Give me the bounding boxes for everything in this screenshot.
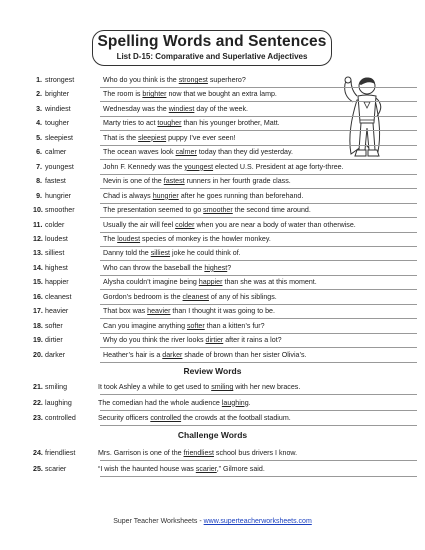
word-number: 25. xyxy=(33,464,43,473)
spelling-word: fastest xyxy=(45,177,66,186)
sentence-start: The comedian had the whole audience xyxy=(98,398,222,407)
word-row xyxy=(33,465,265,479)
underlined-word: controlled xyxy=(150,414,182,422)
sentence-start: Marty tries to act xyxy=(103,119,158,128)
writing-line xyxy=(100,260,417,261)
sentence xyxy=(103,336,282,344)
sentence xyxy=(103,163,344,171)
sentence-end: than a kitten’s fur? xyxy=(204,321,265,330)
underlined-word: sleepiest xyxy=(138,133,167,142)
word-number: 19. xyxy=(33,336,43,345)
writing-line xyxy=(100,304,417,305)
writing-line xyxy=(100,333,417,334)
writing-line xyxy=(100,275,417,276)
sentence-end: ? xyxy=(227,263,232,272)
sentence xyxy=(98,383,300,391)
spelling-word: softer xyxy=(45,321,63,330)
word-row xyxy=(33,249,241,263)
sentence xyxy=(103,105,248,113)
word-number: 3. xyxy=(36,104,42,113)
spelling-word: highest xyxy=(45,263,68,272)
word-number: 23. xyxy=(33,414,43,422)
word-number: 1. xyxy=(36,76,42,84)
writing-line xyxy=(100,362,417,363)
writing-line xyxy=(100,101,417,102)
writing-line xyxy=(100,232,417,233)
sentence xyxy=(98,465,265,473)
word-number: 7. xyxy=(36,162,42,171)
word-row xyxy=(33,177,291,191)
sentence xyxy=(98,449,297,457)
sentence-end: the second time around. xyxy=(232,206,311,215)
word-row xyxy=(33,235,271,249)
spelling-word: brighter xyxy=(45,90,70,99)
writing-line xyxy=(100,410,417,411)
sentence-start: Nevin is one of the xyxy=(103,177,164,186)
footer-link[interactable]: www.superteacherworksheets.com xyxy=(203,518,312,525)
word-row xyxy=(33,206,311,220)
writing-line xyxy=(100,130,417,131)
sentence-start: Heather’s hair is a xyxy=(103,350,163,359)
title-box xyxy=(92,30,332,66)
sentence-end: than she was at this moment. xyxy=(222,278,317,287)
page-title: Spelling Words and Sentences xyxy=(97,33,327,50)
word-row xyxy=(33,307,275,321)
word-number: 5. xyxy=(36,133,42,142)
sentence-end: puppy I’ve ever seen! xyxy=(166,133,236,142)
spelling-word: tougher xyxy=(45,119,70,128)
writing-line xyxy=(100,217,417,218)
spelling-word: cleanest xyxy=(45,292,72,301)
spelling-word: heavier xyxy=(45,307,69,316)
writing-line xyxy=(100,188,417,189)
sentence-end: than his younger brother, Matt. xyxy=(181,119,280,128)
word-number: 16. xyxy=(33,292,43,301)
sentence xyxy=(103,322,265,330)
writing-line xyxy=(100,394,417,395)
underlined-word: happier xyxy=(198,278,223,287)
word-number: 18. xyxy=(33,321,43,330)
word-row xyxy=(33,76,246,90)
sentence-start: That is the xyxy=(103,133,139,142)
sentence xyxy=(103,148,293,156)
spelling-word: smoother xyxy=(45,206,75,215)
sentence-end: joke he could think of. xyxy=(170,249,241,258)
underlined-word: cleanest xyxy=(182,292,209,301)
word-row xyxy=(33,221,356,235)
underlined-word: hungrier xyxy=(152,191,179,200)
sentence-start: Who do you think is the xyxy=(103,76,179,84)
underlined-word: loudest xyxy=(117,234,141,243)
spelling-word: silliest xyxy=(45,249,65,258)
writing-line xyxy=(100,289,417,290)
sentence xyxy=(103,351,306,359)
writing-line xyxy=(100,145,417,146)
sentence-end: runners in her fourth grade class. xyxy=(184,177,291,186)
underlined-word: laughing xyxy=(221,398,249,407)
spelling-word: sleepiest xyxy=(45,133,73,142)
underlined-word: colder xyxy=(175,220,195,229)
sentence-end: elected U.S. President at age forty-three. xyxy=(213,162,344,171)
writing-line xyxy=(100,203,417,204)
word-number: 15. xyxy=(33,278,43,287)
sentence xyxy=(98,399,251,407)
sentence-end: after he goes running than beforehand. xyxy=(178,191,304,200)
sentence-end: school bus drivers I know. xyxy=(213,449,298,457)
word-number: 24. xyxy=(33,449,43,457)
sentence-start: Mrs. Garrison is one of the xyxy=(98,449,184,457)
sentence-end: superhero? xyxy=(207,76,246,84)
writing-line xyxy=(100,425,417,426)
writing-line xyxy=(100,476,417,477)
sentence-end: now that we bought an extra lamp. xyxy=(166,90,277,99)
spelling-word: happier xyxy=(45,278,69,287)
writing-line xyxy=(100,460,417,461)
sentence xyxy=(103,278,317,286)
writing-line xyxy=(100,116,417,117)
sentence-end: species of monkey is the howler monkey. xyxy=(140,234,271,243)
word-row xyxy=(33,351,306,365)
underlined-word: darker xyxy=(162,350,183,359)
sentence-end: day of the week. xyxy=(194,104,249,113)
sentence xyxy=(103,293,277,301)
writing-line xyxy=(100,87,417,88)
word-number: 13. xyxy=(33,249,43,258)
word-row xyxy=(33,414,291,428)
underlined-word: tougher xyxy=(157,119,182,128)
underlined-word: smiling xyxy=(211,383,234,391)
underlined-word: heavier xyxy=(147,307,171,316)
word-number: 17. xyxy=(33,307,43,316)
word-row xyxy=(33,192,303,206)
sentence-end: the crowds at the football stadium. xyxy=(181,414,291,422)
word-number: 20. xyxy=(33,350,43,359)
sentence xyxy=(103,90,277,98)
spelling-word: darker xyxy=(45,350,66,359)
spelling-word: hungrier xyxy=(45,191,72,200)
word-row xyxy=(33,449,297,463)
word-row xyxy=(33,119,280,133)
underlined-word: silliest xyxy=(150,249,171,258)
writing-line xyxy=(100,159,417,160)
sentence-start: That box was xyxy=(103,307,148,316)
word-row xyxy=(33,264,231,278)
sentence xyxy=(103,192,303,200)
sentence-start: The presentation seemed to go xyxy=(103,206,204,215)
underlined-word: calmer xyxy=(175,148,197,157)
sentence-start: Usually the air will feel xyxy=(103,220,176,229)
word-number: 10. xyxy=(33,206,43,215)
sentence-start: Security officers xyxy=(98,414,151,422)
spelling-word: loudest xyxy=(45,234,68,243)
sentence-end: of any of his siblings. xyxy=(208,292,277,301)
underlined-word: smoother xyxy=(203,206,233,215)
sentence-start: The xyxy=(103,234,118,243)
word-number: 14. xyxy=(33,263,43,272)
footer xyxy=(0,518,425,525)
sentence xyxy=(103,134,236,142)
writing-line xyxy=(100,347,417,348)
spelling-word: youngest xyxy=(45,162,74,171)
sentence xyxy=(103,177,291,185)
spelling-word: windiest xyxy=(45,104,71,113)
sentence-start: John F. Kennedy was the xyxy=(103,162,185,171)
word-row xyxy=(33,336,282,350)
sentence xyxy=(103,221,356,229)
word-number: 11. xyxy=(33,220,43,229)
sentence-end: . xyxy=(248,398,251,407)
word-row xyxy=(33,399,251,413)
page-subtitle: List D-15: Comparative and Superlative Adjectives xyxy=(116,52,308,61)
underlined-word: scarier xyxy=(195,464,217,473)
word-row xyxy=(33,293,277,307)
sentence xyxy=(98,414,291,422)
spelling-word: calmer xyxy=(45,148,67,157)
sentence-end: today than they did yesterday. xyxy=(196,148,293,157)
word-row xyxy=(33,278,317,292)
spelling-word: scarier xyxy=(45,464,67,473)
spelling-word: friendliest xyxy=(45,449,76,457)
word-number: 6. xyxy=(36,148,42,157)
underlined-word: highest xyxy=(204,263,228,272)
word-number: 21. xyxy=(33,383,43,391)
spelling-word: controlled xyxy=(45,414,76,422)
footer-brand: Super Teacher Worksheets - xyxy=(113,518,204,525)
sentence-start: Chad is always xyxy=(103,191,153,200)
sentence xyxy=(103,206,311,214)
writing-line xyxy=(100,246,417,247)
spelling-word: dirtier xyxy=(45,336,63,345)
word-number: 22. xyxy=(33,398,43,407)
sentence xyxy=(103,76,246,84)
spelling-word: laughing xyxy=(45,398,72,407)
word-row xyxy=(33,163,344,177)
sentence-start: Gordon’s bedroom is the xyxy=(103,292,183,301)
sentence xyxy=(103,119,280,127)
word-number: 9. xyxy=(36,191,42,200)
writing-line xyxy=(100,174,417,175)
sentence-start: Wednesday was the xyxy=(103,104,169,113)
word-row xyxy=(33,90,277,104)
word-number: 8. xyxy=(36,177,42,186)
sentence-end: than I thought it was going to be. xyxy=(170,307,275,316)
word-row xyxy=(33,134,236,148)
sentence-start: Why do you think the river looks xyxy=(103,336,206,345)
word-row xyxy=(33,383,300,397)
sentence-end: with her new braces. xyxy=(233,383,301,391)
underlined-word: softer xyxy=(187,321,205,330)
challenge-heading: Challenge Words xyxy=(177,430,248,440)
word-row xyxy=(33,322,265,336)
underlined-word: strongest xyxy=(178,76,208,84)
underlined-word: youngest xyxy=(184,162,214,171)
sentence-end: shade of brown than her sister Olivia’s. xyxy=(182,350,307,359)
underlined-word: fastest xyxy=(163,177,185,186)
sentence-start: Who can throw the baseball the xyxy=(103,263,205,272)
sentence-start: The room is xyxy=(103,90,143,99)
sentence-start: The ocean waves look xyxy=(103,148,176,157)
word-number: 4. xyxy=(36,119,42,128)
underlined-word: dirtier xyxy=(205,336,224,345)
sentence-end: after it rains a lot? xyxy=(223,336,282,345)
sentence-start: “I wish the haunted house was xyxy=(98,464,196,473)
writing-line xyxy=(100,318,417,319)
word-row xyxy=(33,148,293,162)
underlined-word: brighter xyxy=(142,90,167,99)
sentence-start: Alysha couldn’t imagine being xyxy=(103,278,199,287)
review-heading: Review Words xyxy=(183,366,242,376)
sentence xyxy=(103,249,241,257)
sentence-start: Can you imagine anything xyxy=(103,321,187,330)
spelling-word: strongest xyxy=(45,76,75,84)
spelling-word: smiling xyxy=(45,383,68,391)
sentence xyxy=(103,307,275,315)
word-row xyxy=(33,105,248,119)
sentence-start: Danny told the xyxy=(103,249,151,258)
spelling-word: colder xyxy=(45,220,65,229)
sentence xyxy=(103,235,271,243)
underlined-word: windiest xyxy=(168,104,195,113)
sentence xyxy=(103,264,231,272)
sentence-end: ,” Gilmore said. xyxy=(216,464,265,473)
sentence-start: It took Ashley a while to get used to xyxy=(98,383,212,391)
word-number: 12. xyxy=(33,234,43,243)
sentence-end: when you are near a body of water than otherwise. xyxy=(194,220,356,229)
word-number: 2. xyxy=(36,90,42,99)
underlined-word: friendliest xyxy=(183,449,214,457)
